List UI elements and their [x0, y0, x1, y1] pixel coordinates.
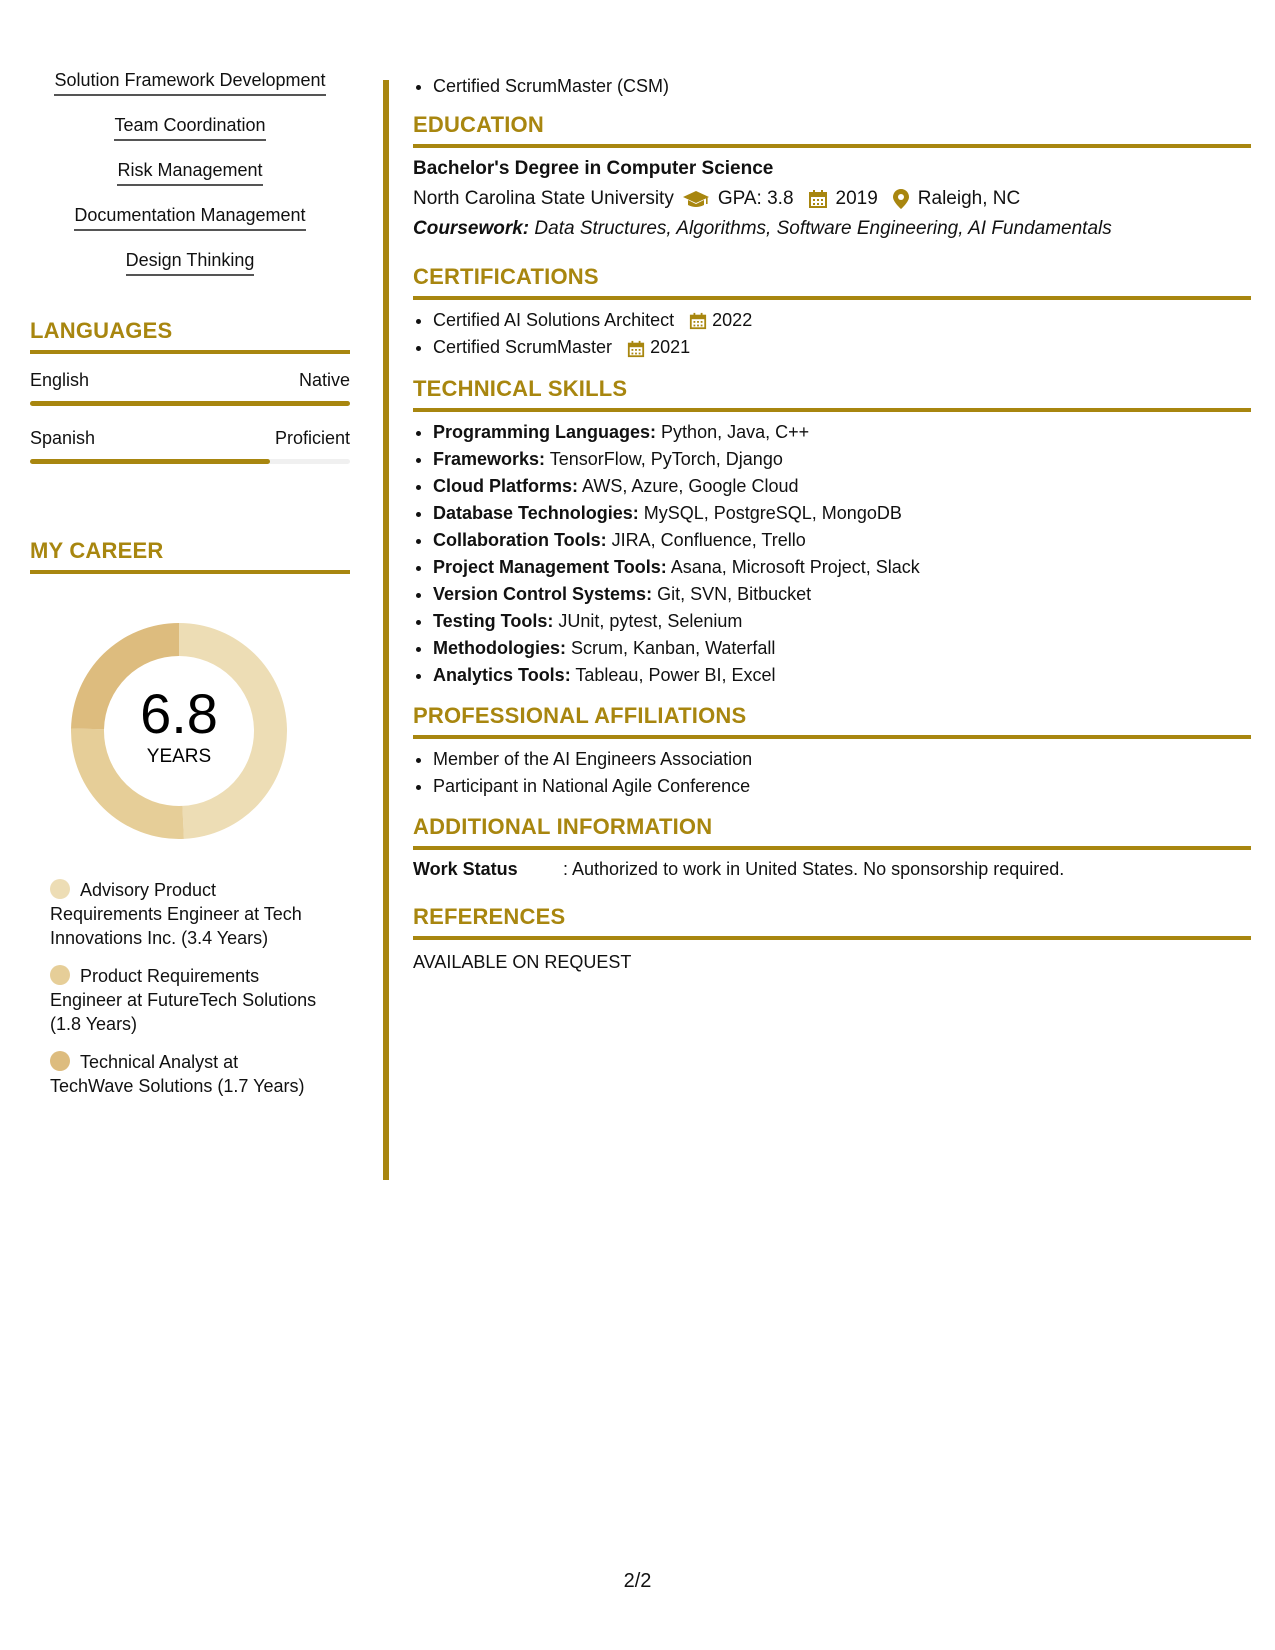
coursework-text: Data Structures, Algorithms, Software Engineering, AI Fundamentals	[534, 218, 1112, 239]
list-item: • Certified ScrumMaster (CSM)	[433, 76, 1251, 96]
tech-skill-item: • Methodologies: Scrum, Kanban, Waterfall	[433, 638, 1251, 658]
skill-item: Documentation Management	[30, 205, 350, 231]
career-legend	[30, 878, 350, 1098]
language-level: Proficient	[274, 428, 350, 448]
certification-item: • Certified ScrumMaster 2021	[433, 337, 1251, 357]
education-school: North Carolina State University	[413, 188, 674, 209]
references-text: AVAILABLE ON REQUEST	[413, 951, 632, 972]
tech-skill-item: • Collaboration Tools: JIRA, Confluence, Trello	[433, 530, 1251, 550]
language-name: English	[30, 370, 90, 390]
career-title: MY CAREER	[30, 538, 350, 574]
legend-dot-icon	[50, 965, 70, 985]
legend-dot-icon	[50, 879, 70, 899]
education-location: Raleigh, NC	[917, 188, 1021, 209]
career-donut	[64, 616, 294, 846]
language-english	[30, 370, 350, 406]
calendar-icon	[627, 340, 645, 358]
additional-info-title: ADDITIONAL INFORMATION	[413, 814, 1251, 850]
skill-item: Solution Framework Development	[30, 70, 350, 96]
education-title: EDUCATION	[413, 112, 1251, 148]
affiliation-item: • Participant in National Agile Conference	[433, 776, 1251, 796]
skill-item: Team Coordination	[30, 115, 350, 141]
technical-skills-list	[413, 422, 1251, 685]
skills-list	[30, 70, 350, 276]
work-status-row	[413, 859, 1251, 880]
tech-skill-item: • Analytics Tools: Tableau, Power BI, Excel	[433, 665, 1251, 685]
language-bar-fill	[30, 401, 350, 406]
calendar-icon	[808, 189, 828, 209]
references-title: REFERENCES	[413, 904, 1251, 940]
language-bar-fill	[30, 459, 270, 464]
skill-item: Risk Management	[30, 160, 350, 186]
certification-year: 2022	[712, 310, 753, 330]
affiliations-title: PROFESSIONAL AFFILIATIONS	[413, 703, 1251, 739]
education-year: 2019	[835, 188, 878, 209]
education-coursework	[413, 218, 1251, 240]
certification-item: • Certified AI Solutions Architect 2022	[433, 310, 1251, 330]
certifications-title: CERTIFICATIONS	[413, 264, 1251, 300]
work-status-value: : Authorized to work in United States. No sponsorship required.	[563, 858, 1065, 879]
language-spanish	[30, 428, 350, 464]
right-column	[413, 76, 1251, 973]
top-cert-list	[413, 76, 1251, 96]
tech-skill-item: • Programming Languages: Python, Java, C++	[433, 422, 1251, 442]
certifications-list	[413, 310, 1251, 358]
education-gpa: GPA: 3.8	[717, 188, 794, 209]
tech-skill-item: • Frameworks: TensorFlow, PyTorch, Django	[433, 449, 1251, 469]
technical-skills-title: TECHNICAL SKILLS	[413, 376, 1251, 412]
tech-skill-item: • Version Control Systems: Git, SVN, Bitbucket	[433, 584, 1251, 604]
skill-item: Design Thinking	[30, 250, 350, 276]
column-divider	[383, 80, 389, 1180]
tech-skill-item: • Project Management Tools: Asana, Microsoft Project, Slack	[433, 557, 1251, 577]
language-bar	[30, 401, 350, 406]
work-status-label: Work Status	[413, 858, 518, 879]
calendar-icon	[689, 312, 707, 330]
career-unit: YEARS	[146, 746, 212, 767]
language-name: Spanish	[30, 428, 96, 448]
map-pin-icon	[892, 188, 910, 210]
coursework-label: Coursework:	[413, 218, 530, 239]
tech-skill-item: • Cloud Platforms: AWS, Azure, Google Cloud	[433, 476, 1251, 496]
legend-dot-icon	[50, 1051, 70, 1071]
career-total: 6.8	[140, 682, 218, 745]
career-item: Advisory Product Requirements Engineer at Tech Innovations Inc. (3.4 Years)	[50, 880, 302, 948]
graduation-cap-icon	[682, 189, 710, 209]
education-degree: Bachelor's Degree in Computer Science	[413, 158, 774, 179]
affiliation-item: • Member of the AI Engineers Association	[433, 749, 1251, 769]
career-item: Product Requirements Engineer at FutureTech Solutions (1.8 Years)	[50, 966, 317, 1034]
tech-skill-item: • Testing Tools: JUnit, pytest, Selenium	[433, 611, 1251, 631]
languages-title: LANGUAGES	[30, 318, 350, 354]
certification-year: 2021	[650, 337, 691, 358]
tech-skill-item: • Database Technologies: MySQL, PostgreSQL, MongoDB	[433, 503, 1251, 523]
language-level: Native	[298, 370, 350, 390]
page-number: 2/2	[623, 1570, 652, 1592]
education-details	[413, 188, 1251, 210]
language-bar	[30, 459, 350, 464]
affiliations-list	[413, 749, 1251, 796]
career-item: Technical Analyst at TechWave Solutions (1.7 Years)	[50, 1052, 305, 1096]
left-column	[30, 70, 350, 1112]
